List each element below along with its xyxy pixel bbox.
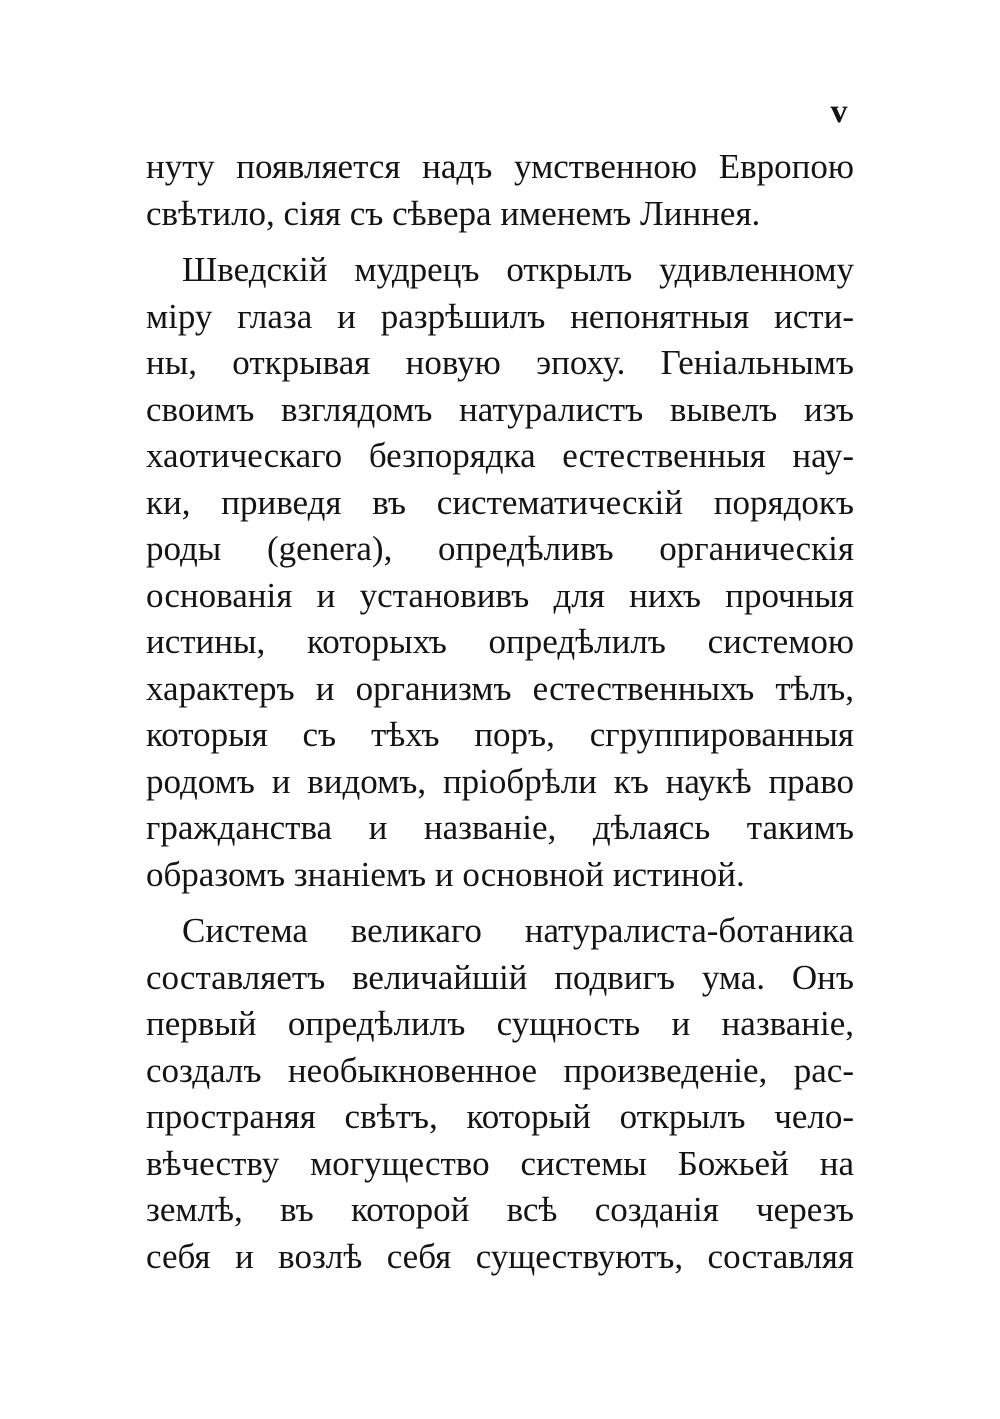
text-line: которыя съ тѣхъ поръ, сгруппированныя bbox=[146, 715, 854, 754]
paragraph-3 bbox=[146, 908, 854, 1280]
text-line: мiру глаза и разрѣшилъ непонятныя исти- bbox=[146, 296, 854, 336]
text-line: свѣтило, сiяя съ сѣвера именемъ Линнея. bbox=[146, 193, 761, 233]
text-line: себя и возлѣ себя существуютъ, составляя bbox=[146, 1236, 854, 1276]
text-line: характеръ и организмъ естественныхъ тѣлъ, bbox=[146, 668, 854, 708]
page-number: v bbox=[830, 93, 848, 130]
text-line: ны, открывая новую эпоху. Генiальнымъ bbox=[146, 343, 854, 382]
text-line: первый опредѣлилъ сущность и названiе, bbox=[146, 1004, 854, 1043]
text-line: ки, приведя въ систематическiй порядокъ bbox=[146, 482, 854, 522]
text-line: вѣчеству могущество системы Божьей на bbox=[146, 1143, 854, 1183]
text-line: гражданства и названiе, дѣлаясь такимъ bbox=[146, 808, 854, 847]
text-line: Система великаго натуралиста-ботаника bbox=[182, 911, 854, 950]
text-line: основанiя и установивъ для нихъ прочныя bbox=[146, 575, 854, 615]
text-line: пространяя свѣтъ, который открылъ чело- bbox=[146, 1097, 854, 1136]
text-line: образомъ знанiемъ и основной истиной. bbox=[146, 854, 745, 894]
text-line: своимъ взглядомъ натуралистъ вывелъ изъ bbox=[146, 389, 854, 429]
text-line: землѣ, въ которой всѣ созданiя черезъ bbox=[146, 1190, 854, 1229]
paragraph-spacer bbox=[146, 898, 854, 908]
text-line: составляетъ величайшiй подвигъ ума. Онъ bbox=[146, 957, 854, 997]
paragraph-spacer bbox=[146, 237, 854, 247]
text-line: истины, которыхъ опредѣлилъ системою bbox=[146, 622, 854, 661]
text-line: Шведскiй мудрецъ открылъ удивленному bbox=[182, 250, 854, 289]
text-line: роды (genera), опредѣливъ органическiя bbox=[146, 529, 854, 568]
paragraph-1 bbox=[146, 144, 854, 237]
text-line: хаотическаго безпорядка естественныя нау- bbox=[146, 436, 854, 475]
paragraph-2 bbox=[146, 247, 854, 898]
text-line: нуту появляется надъ умственною Европою bbox=[146, 147, 854, 186]
body-text bbox=[146, 144, 854, 1280]
text-line: родомъ и видомъ, прiобрѣли къ наукѣ право bbox=[146, 761, 854, 801]
text-line: создалъ необыкновенное произведенiе, рас- bbox=[146, 1050, 854, 1090]
